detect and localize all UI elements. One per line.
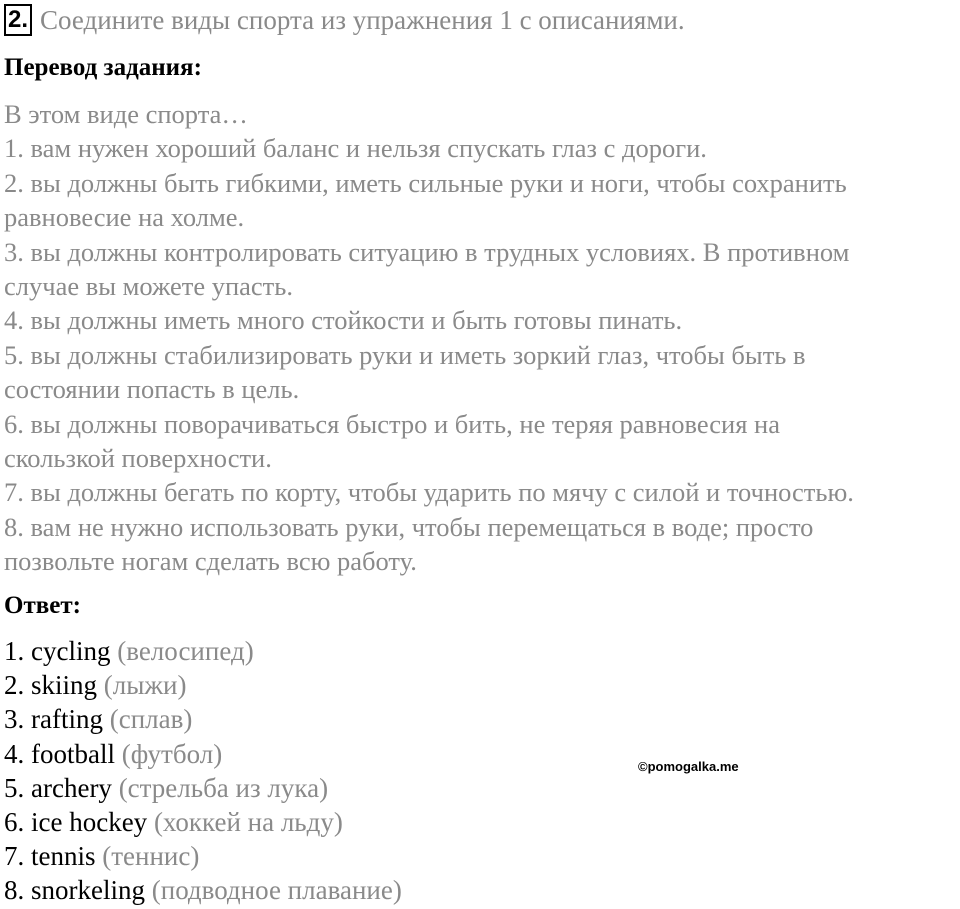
answer-sport-en: snorkeling bbox=[31, 875, 145, 906]
translation-line: случае вы можете упасть. bbox=[4, 271, 293, 302]
translation-line: 4. вы должны иметь много стойкости и быть готовы пинать. bbox=[4, 305, 683, 336]
answer-heading: Ответ: bbox=[4, 592, 81, 619]
answer-number: 3. bbox=[4, 704, 25, 735]
answer-sport-en: skiing bbox=[31, 670, 98, 701]
answer-sport-en: football bbox=[31, 738, 115, 769]
answer-sport-en: archery bbox=[31, 772, 112, 803]
translation-line: 5. вы должны стабилизировать руки и иметь зоркий глаз, чтобы быть в bbox=[4, 339, 806, 370]
translation-line: В этом виде спорта… bbox=[4, 99, 248, 129]
answer-item bbox=[4, 839, 402, 873]
watermark: ©pomogalka.me bbox=[638, 759, 739, 774]
answer-number: 6. bbox=[4, 807, 25, 838]
answer-sport-en: ice hockey bbox=[31, 807, 148, 838]
answer-item bbox=[4, 737, 402, 771]
translation-line: скользкой поверхности. bbox=[4, 443, 272, 474]
translation-line: 3. вы должны контролировать ситуацию в трудных условиях. В противном bbox=[4, 236, 850, 267]
answer-number: 1. bbox=[4, 636, 25, 666]
answer-sport-ru: (стрельба из лука) bbox=[118, 772, 329, 803]
answer-item bbox=[4, 702, 402, 736]
answer-list bbox=[4, 634, 402, 908]
answer-sport-ru: (футбол) bbox=[121, 738, 223, 769]
answer-sport-en: tennis bbox=[31, 841, 96, 872]
translation-line: равновесие на холме. bbox=[4, 202, 245, 233]
translation-line: позвольте ногам сделать всю работу. bbox=[4, 546, 417, 577]
answer-sport-ru: (подводное плавание) bbox=[151, 875, 402, 906]
answer-item bbox=[4, 873, 402, 907]
answer-number: 4. bbox=[4, 738, 25, 769]
answer-item bbox=[4, 668, 402, 702]
answer-sport-ru: (велосипед) bbox=[117, 636, 254, 666]
answer-number: 8. bbox=[4, 875, 25, 906]
translation-line: 8. вам не нужно использовать руки, чтобы перемещаться в воде; просто bbox=[4, 511, 814, 542]
translation-line: 1. вам нужен хороший баланс и нельзя спускать глаз с дороги. bbox=[4, 133, 707, 164]
answer-sport-ru: (лыжи) bbox=[103, 670, 187, 701]
answer-number: 2. bbox=[4, 670, 25, 701]
task-number-badge: 2. bbox=[4, 4, 32, 36]
answer-sport-ru: (хоккей на льду) bbox=[153, 807, 343, 838]
translation-line: 7. вы должны бегать по корту, чтобы ударить по мячу с силой и точностью. bbox=[4, 477, 854, 508]
answer-item bbox=[4, 634, 402, 668]
answer-sport-ru: (теннис) bbox=[102, 841, 200, 872]
translation-line: 6. вы должны поворачиваться быстро и бить, не теряя равновесия на bbox=[4, 408, 780, 439]
answer-sport-en: rafting bbox=[31, 704, 103, 735]
answer-item bbox=[4, 771, 402, 805]
answer-number: 5. bbox=[4, 772, 25, 803]
task-text: Соедините виды спорта из упражнения 1 с описаниями. bbox=[40, 4, 685, 35]
answer-number: 7. bbox=[4, 841, 25, 872]
translation-line: 2. вы должны быть гибкими, иметь сильные руки и ноги, чтобы сохранить bbox=[4, 167, 847, 198]
translation-line: состоянии попасть в цель. bbox=[4, 374, 300, 405]
answer-item bbox=[4, 805, 402, 839]
translation-heading: Перевод задания: bbox=[4, 54, 202, 81]
answer-sport-ru: (сплав) bbox=[109, 704, 193, 735]
task-header bbox=[4, 2, 685, 38]
answer-sport-en: cycling bbox=[31, 636, 111, 666]
translation-text bbox=[4, 97, 959, 579]
